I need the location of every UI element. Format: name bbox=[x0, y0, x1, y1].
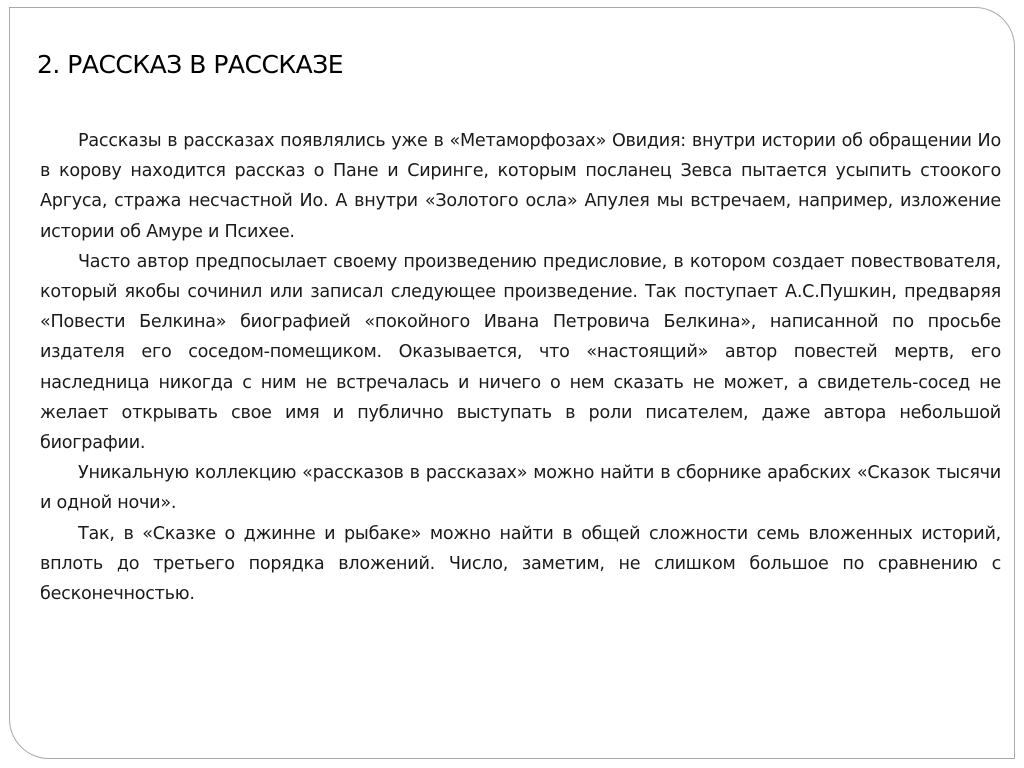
paragraph: Так, в «Сказке о джинне и рыбаке» можно найти в общей сложности семь вложенных историй, вплоть до третьего порядка вложений. Число, заметим, не слишком большое по сравнению с бесконечностью. bbox=[40, 523, 1001, 605]
paragraph: Часто автор предпосылает своему произведению предисловие, в котором создает повествователя, который якобы сочинил или записал следующее произведение. Так поступает А.С.Пушкин, предваряя «Повести Белкина» биографией «покойного Ивана Петровича Белкина», написанной по просьбе издателя его соседом-помещиком. Оказывается, что «настоящий» автор повестей мертв, его наследница никогда с ним не встречалась и ничего о нем сказать не может, а свидетель-сосед не желает открывать свое имя и публично выступать в роли писателем, даже автора небольшой биографии. bbox=[40, 251, 1001, 454]
paragraph: Уникальную коллекцию «рассказов в рассказах» можно найти в сборнике арабских «Сказок тысячи и одной ночи». bbox=[40, 463, 1001, 514]
slide-title: 2. РАССКАЗ В РАССКАЗЕ bbox=[37, 50, 344, 79]
paragraph: Рассказы в рассказах появлялись уже в «Метаморфозах» Овидия: внутри истории об обращении Ио в корову находится рассказ о Пане и Сиринге, которым посланец Зевса пытается усыпить стоокого Аргуса, стража несчастной Ио. А внутри «Золотого осла» Апулея мы встречаем, например, изложение истории об Амуре и Психее. bbox=[40, 131, 1001, 242]
slide-body bbox=[40, 126, 1001, 609]
slide-frame bbox=[9, 7, 1015, 759]
